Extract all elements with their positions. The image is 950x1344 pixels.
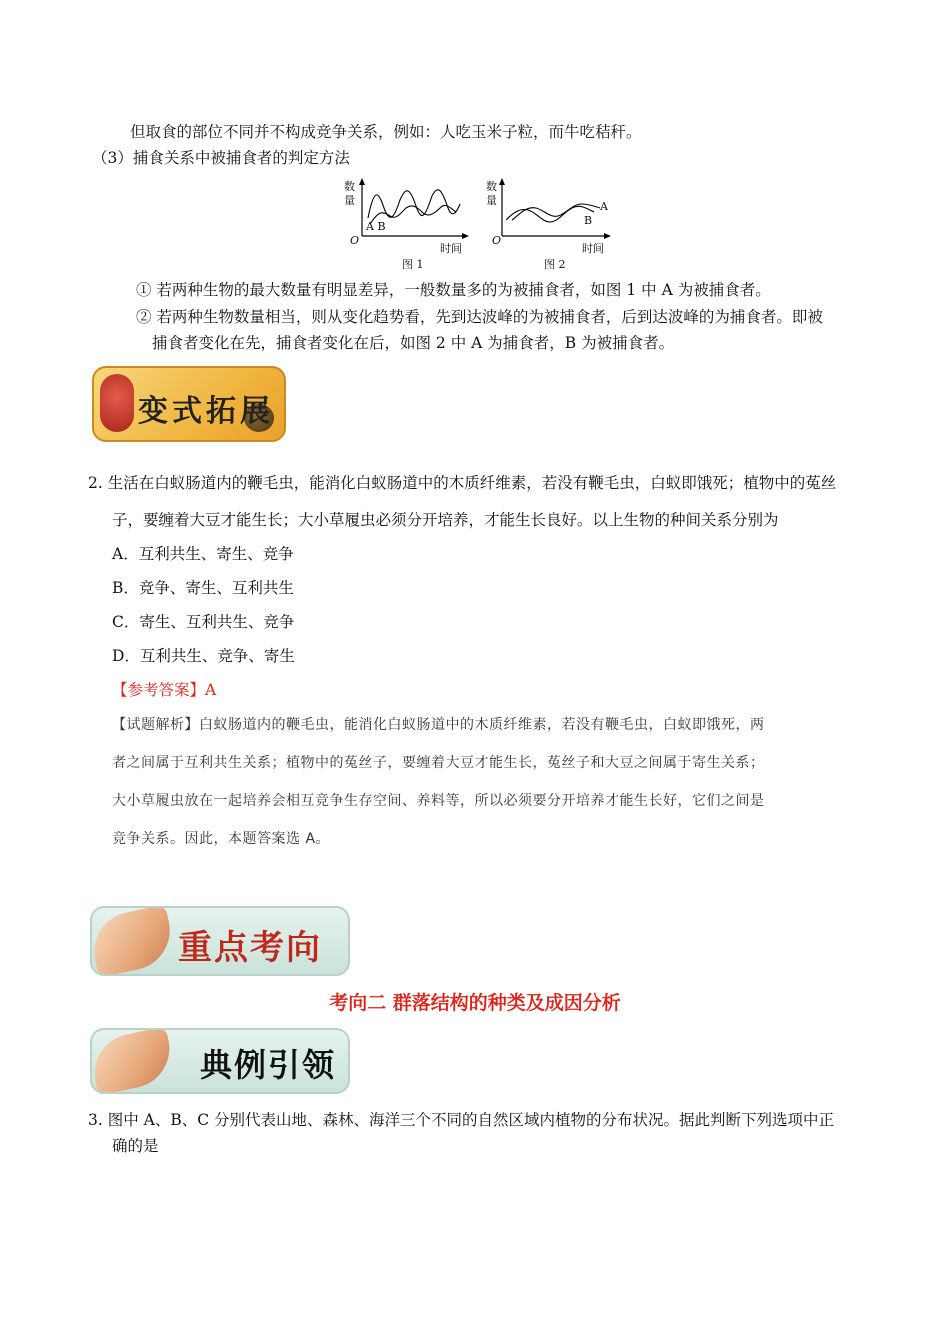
banner-typical-example <box>90 1028 350 1094</box>
question-3-stem: 3. 图中 A、B、C 分别代表山地、森林、海洋三个不同的自然区域内植物的分布状况。据此判断下列选项中正 <box>88 1111 835 1129</box>
rule-2-line: 捕食者变化在先，捕食者变化在后，如图 2 中 A 为捕食者，B 为被捕食者。 <box>152 334 675 352</box>
answer-value: A <box>205 681 217 699</box>
figure-2-ylabel: 数 <box>486 180 497 193</box>
figure-2-origin: O <box>492 234 502 247</box>
shell-icon <box>90 1028 177 1094</box>
banner-label: 变式拓展 <box>138 394 274 429</box>
shell-icon <box>90 906 177 976</box>
option-b: B．竞争、寄生、互利共生 <box>112 579 294 597</box>
figure-1-xlabel: 时间 <box>440 242 462 255</box>
figure-1-caption: 图 1 <box>402 258 424 271</box>
rule-2-line: ② 若两种生物数量相当，则从变化趋势看，先到达波峰的为被捕食者，后到达波峰的为捕食者。即被 <box>136 308 823 326</box>
question-2-stem: 子，要缠着大豆才能生长；大小草履虫必须分开培养，才能生长良好。以上生物的种间关系分别为 <box>112 511 779 529</box>
explanation-line: 大小草履虫放在一起培养会相互竞争生存空间、养料等，所以必须要分开培养才能生长好，它们之间是 <box>112 793 765 809</box>
option-c: C．寄生、互利共生、竞争 <box>112 613 295 631</box>
figure-1 <box>338 178 478 270</box>
figure-1-ylabel: 量 <box>344 194 355 207</box>
figure-1-origin: O <box>350 234 360 247</box>
figure-2-caption: 图 2 <box>544 258 566 271</box>
figure-1-curve-labels: A B <box>366 220 386 233</box>
rule-1: ① 若两种生物的最大数量有明显差异，一般数量多的为被捕食者，如图 1 中 A 为被捕食者。 <box>136 281 771 299</box>
banner-key-direction <box>90 906 350 976</box>
explanation-line: 者之间属于互利共生关系；植物中的菟丝子，要缠着大豆才能生长，菟丝子和大豆之间属于寄生关系； <box>112 755 765 771</box>
paragraph-line: 但取食的部位不同并不构成竞争关系，例如：人吃玉米子粒，而牛吃秸秆。 <box>130 123 642 141</box>
flower-decoration-icon <box>100 374 134 432</box>
banner-variation-extension <box>92 366 286 442</box>
answer <box>112 679 216 701</box>
question-2-stem: 2. 生活在白蚁肠道内的鞭毛虫，能消化白蚁肠道中的木质纤维素，若没有鞭毛虫，白蚁即饿死；植物中的菟丝 <box>88 474 837 492</box>
section-title: 考向二 群落结构的种类及成因分析 <box>329 992 621 1014</box>
question-3-stem: 确的是 <box>112 1137 159 1155</box>
figure-2-label-b: B <box>584 214 593 227</box>
option-d: D．互利共生、竞争、寄生 <box>112 647 295 665</box>
explanation-line: 竞争关系。因此，本题答案选 A。 <box>112 831 331 847</box>
figure-1-ylabel: 数 <box>344 180 355 193</box>
figure-2 <box>484 178 624 270</box>
figure-2-xlabel: 时间 <box>582 242 604 255</box>
explanation-line: 【试题解析】白蚁肠道内的鞭毛虫，能消化白蚁肠道中的木质纤维素，若没有鞭毛虫，白蚁即饿死，两 <box>112 717 765 733</box>
banner-label: 典例引领 <box>200 1046 337 1084</box>
option-a: A．互利共生、寄生、竞争 <box>112 545 294 563</box>
figure-2-ylabel: 量 <box>486 194 497 207</box>
answer-label: 【参考答案】 <box>112 681 206 699</box>
subheading-predation: （3）捕食关系中被捕食者的判定方法 <box>92 149 350 167</box>
banner-label: 重点考向 <box>178 928 322 968</box>
figure-2-label-a: A <box>600 200 608 213</box>
